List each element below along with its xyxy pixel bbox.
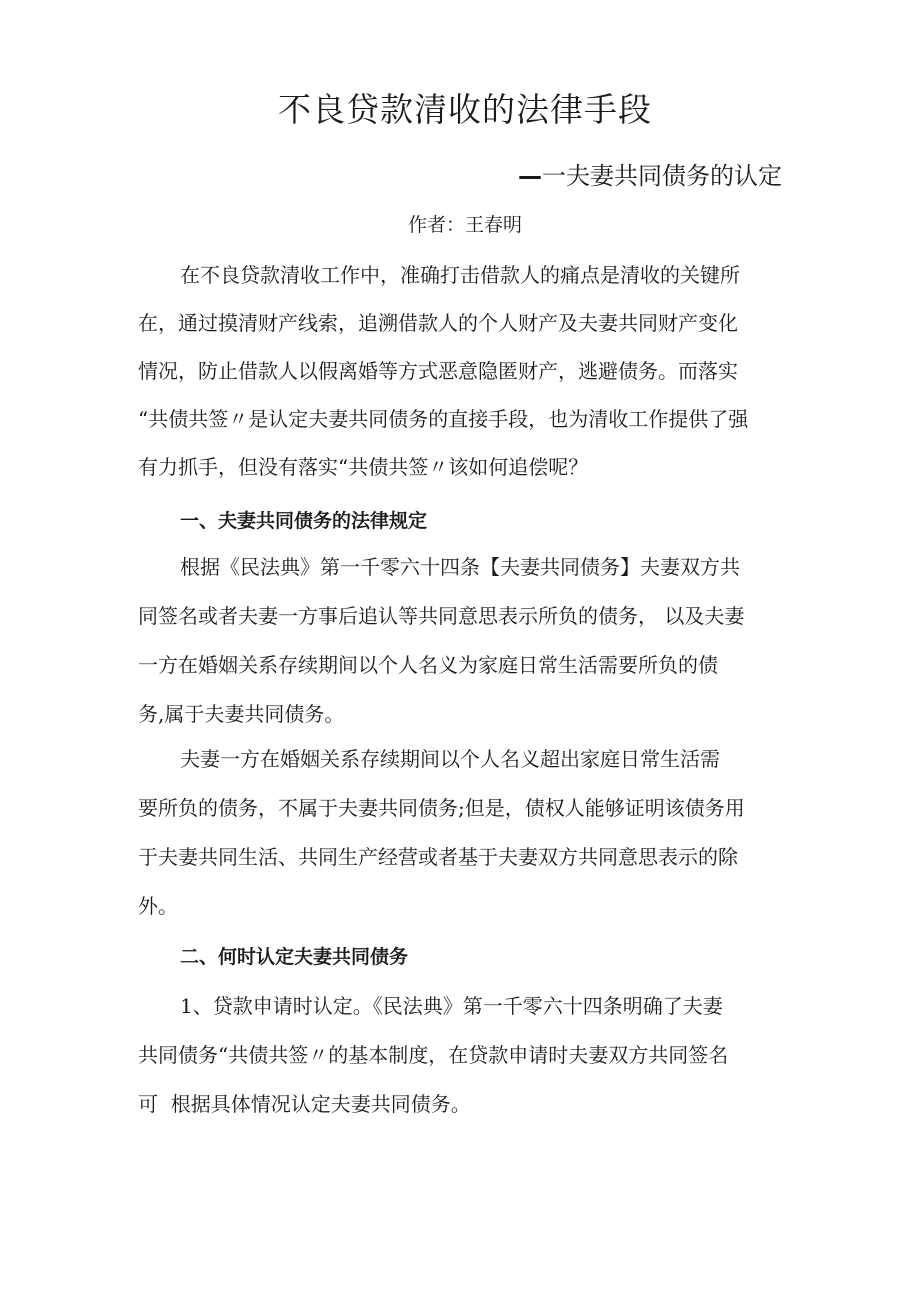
paragraph-line: 1、贷款申请时认定。《民法典》第一千零六十四条明确了夫妻 [180,994,723,1018]
paragraph-line: “共债共签〃是认定夫妻共同债务的直接手段，也为清收工作提供了强 [138,407,749,431]
paragraph-line: 于夫妻共同生活、共同生产经营或者基于夫妻双方共同意思表示的除 [138,845,738,869]
document-subtitle [518,158,782,194]
section-heading-2: 二、何时认定夫妻共同债务 [180,946,409,968]
subtitle-text: 一夫妻共同债务的认定 [542,162,782,190]
section1-paragraph-2 [138,735,798,931]
intro-paragraph [138,251,798,491]
paragraph-line: 可 根据具体情况认定夫妻共同债务。 [138,1092,471,1116]
paragraph-line: 在不良贷款清收工作中，准确打击借款人的痛点是清收的关键所 [180,263,740,287]
paragraph-line: 同签名或者夫妻一方事后追认等共同意思表示所负的债务， 以及夫妻 [138,604,745,628]
paragraph-line: 夫妻一方在婚姻关系存续期间以个人名义超出家庭日常生活需 [180,747,720,771]
section-heading-1: 一、夫妻共同债务的法律规定 [180,510,428,532]
section2-paragraph-1 [138,982,798,1129]
paragraph-line: 在，通过摸清财产线索，追溯借款人的个人财产及夫妻共同财产变化 [138,311,738,335]
paragraph-line: 情况，防止借款人以假离婚等方式恶意隐匿财产，逃避债务。而落实 [138,359,738,383]
paragraph-line: 共同债务“共债共签〃的基本制度，在贷款申请时夫妻双方共同签名 [138,1043,729,1067]
paragraph-line: 外。 [138,894,178,918]
paragraph-line: 要所负的债务，不属于夫妻共同债务;但是，债权人能够证明该债务用 [138,796,745,820]
author-line: 作者：王春明 [407,214,522,236]
subtitle-dash: — [518,162,542,190]
paragraph-line: 务,属于夫妻共同债务。 [138,702,345,726]
section1-paragraph-1 [138,543,798,739]
paragraph-line: 有力抓手，但没有落实“共债共签〃该如何追偿呢？ [138,455,589,479]
paragraph-line: 根据《民法典》第一千零六十四条【夫妻共同债务】夫妻双方共 [180,555,740,579]
paragraph-line: 一方在婚姻关系存续期间以个人名义为家庭日常生活需要所负的债 [138,653,718,677]
document-title: 不良贷款清收的法律手段 [278,90,652,129]
